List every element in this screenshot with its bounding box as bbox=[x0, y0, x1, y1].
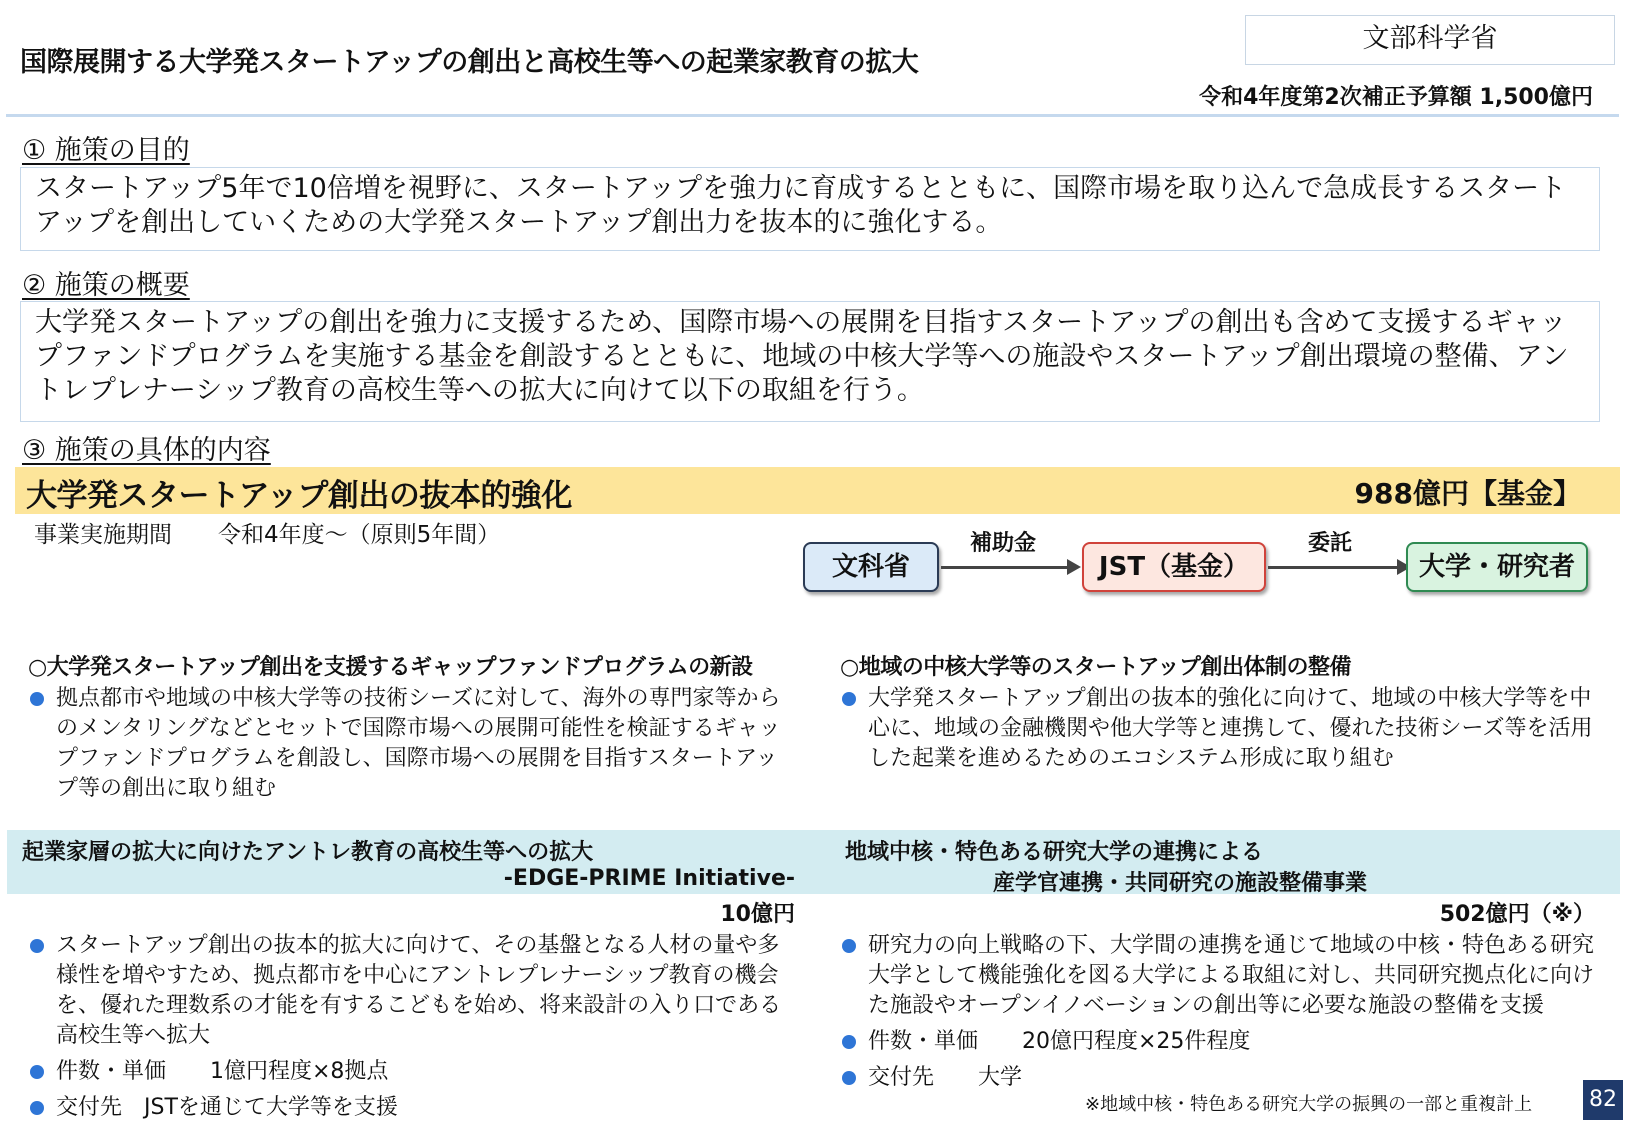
main-item-amount: 988億円【基金】 bbox=[1354, 477, 1581, 510]
facility-subtitle: 産学官連携・共同研究の施設整備事業 bbox=[993, 871, 1368, 896]
edge-prime-bullets bbox=[28, 931, 798, 1123]
edge-prime-title: 起業家層の拡大に向けたアントレ教育の高校生等への拡大 bbox=[22, 840, 594, 865]
list-item: 大学発スタートアップ創出の抜本的強化に向けて、地域の中核大学等を中心に、地域の金融機関や他大学等と連携して、優れた技術シーズ等を活用した起業を進めるためのエコシステム形成に取り組む bbox=[840, 684, 1610, 774]
list-item: スタートアップ創出の抜本的拡大に向けて、その基盤となる人材の量や多様性を増やすため、拠点都市を中心にアントレプレナーシップ教育の機会を、優れた理数系の才能を有するこどもを始め、将来設計の入り口である高校生等へ拡大 bbox=[28, 931, 798, 1051]
list-item: 拠点都市や地域の中核大学等の技術シーズに対して、海外の専門家等からのメンタリングなどとセットで国際市場への展開可能性を検証するギャップファンドプログラムを創設し、国際市場への展開を目指すスタートアップ等の創出に取り組む bbox=[28, 684, 798, 804]
bullet-icon bbox=[30, 1065, 44, 1079]
section-heading-details: ③ 施策の具体的内容 bbox=[22, 435, 271, 466]
bullet-icon bbox=[842, 1071, 856, 1085]
facility-bullets bbox=[840, 931, 1615, 1093]
bullet-icon bbox=[842, 1035, 856, 1049]
implementation-period: 事業実施期間 令和4年度～（原則5年間） bbox=[34, 522, 501, 548]
flow-edge-label-commission: 委託 bbox=[1308, 531, 1353, 556]
flow-node-mext: 文科省 bbox=[803, 542, 939, 592]
section-heading-overview: ② 施策の概要 bbox=[22, 270, 190, 301]
page-number-badge: 82 bbox=[1583, 1080, 1623, 1120]
list-item: 件数・単価 20億円程度×25件程度 bbox=[840, 1027, 1615, 1057]
flow-node-jst: JST（基金） bbox=[1082, 542, 1266, 592]
edge-prime-amount: 10億円 bbox=[720, 902, 795, 927]
section-body-overview: 大学発スタートアップの創出を強力に支援するため、国際市場への展開を目指すスタートアップの創出も含めて支援するギャップファンドプログラムを実施する基金を創設するとともに、地域の中核大学等への施設やスタートアップ創出環境の整備、アントレプレナーシップ教育の高校生等への拡大に向けて以下の取組を行う。 bbox=[20, 301, 1600, 422]
list-item: 研究力の向上戦略の下、大学間の連携を通じて地域の中核・特色ある研究大学として機能強化を図る大学による取組に対し、共同研究拠点化に向けた施設やオープンイノベーションの創出等に必要な施設の整備を支援 bbox=[840, 931, 1615, 1021]
list-item: 交付先 JSTを通じて大学等を支援 bbox=[28, 1093, 798, 1123]
bullet-icon bbox=[842, 692, 856, 706]
page-title: 国際展開する大学発スタートアップの創出と高校生等への起業家教育の拡大 bbox=[20, 47, 919, 78]
facility-title: 地域中核・特色ある研究大学の連携による bbox=[845, 840, 1264, 865]
budget-amount: 令和4年度第2次補正予算額 1,500億円 bbox=[1199, 85, 1593, 110]
bullet-icon bbox=[842, 939, 856, 953]
flow-arrow-1 bbox=[941, 566, 1069, 569]
gap-fund-heading: ○大学発スタートアップ創出を支援するギャップファンドプログラムの新設 bbox=[28, 655, 753, 680]
main-item-title: 大学発スタートアップ創出の抜本的強化 bbox=[26, 478, 572, 514]
list-item: 件数・単価 1億円程度×8拠点 bbox=[28, 1057, 798, 1087]
flow-edge-label-subsidy: 補助金 bbox=[970, 531, 1037, 556]
list-item: 交付先 大学 bbox=[840, 1063, 1615, 1093]
flow-node-university: 大学・研究者 bbox=[1406, 542, 1588, 592]
facility-amount: 502億円（※） bbox=[1439, 902, 1595, 927]
edge-prime-subtitle: -EDGE-PRIME Initiative- bbox=[503, 866, 795, 891]
flow-arrow-2 bbox=[1268, 566, 1399, 569]
header-divider bbox=[6, 114, 1619, 117]
bullet-icon bbox=[30, 1101, 44, 1115]
flow-arrowhead-1 bbox=[1067, 559, 1081, 575]
ecosystem-heading: ○地域の中核大学等のスタートアップ創出体制の整備 bbox=[840, 655, 1351, 680]
footnote: ※地域中核・特色ある研究大学の振興の一部と重複計上 bbox=[1085, 1094, 1533, 1115]
bullet-icon bbox=[30, 939, 44, 953]
section-body-purpose: スタートアップ5年で10倍増を視野に、スタートアップを強力に育成するとともに、国際市場を取り込んで急成長するスタートアップを創出していくための大学発スタートアップ創出力を抜本的に強化する。 bbox=[20, 167, 1600, 251]
ministry-label: 文部科学省 bbox=[1245, 15, 1615, 65]
gap-fund-bullets bbox=[28, 684, 798, 804]
ecosystem-bullets bbox=[840, 684, 1610, 774]
section-heading-purpose: ① 施策の目的 bbox=[22, 135, 190, 166]
bullet-icon bbox=[30, 692, 44, 706]
